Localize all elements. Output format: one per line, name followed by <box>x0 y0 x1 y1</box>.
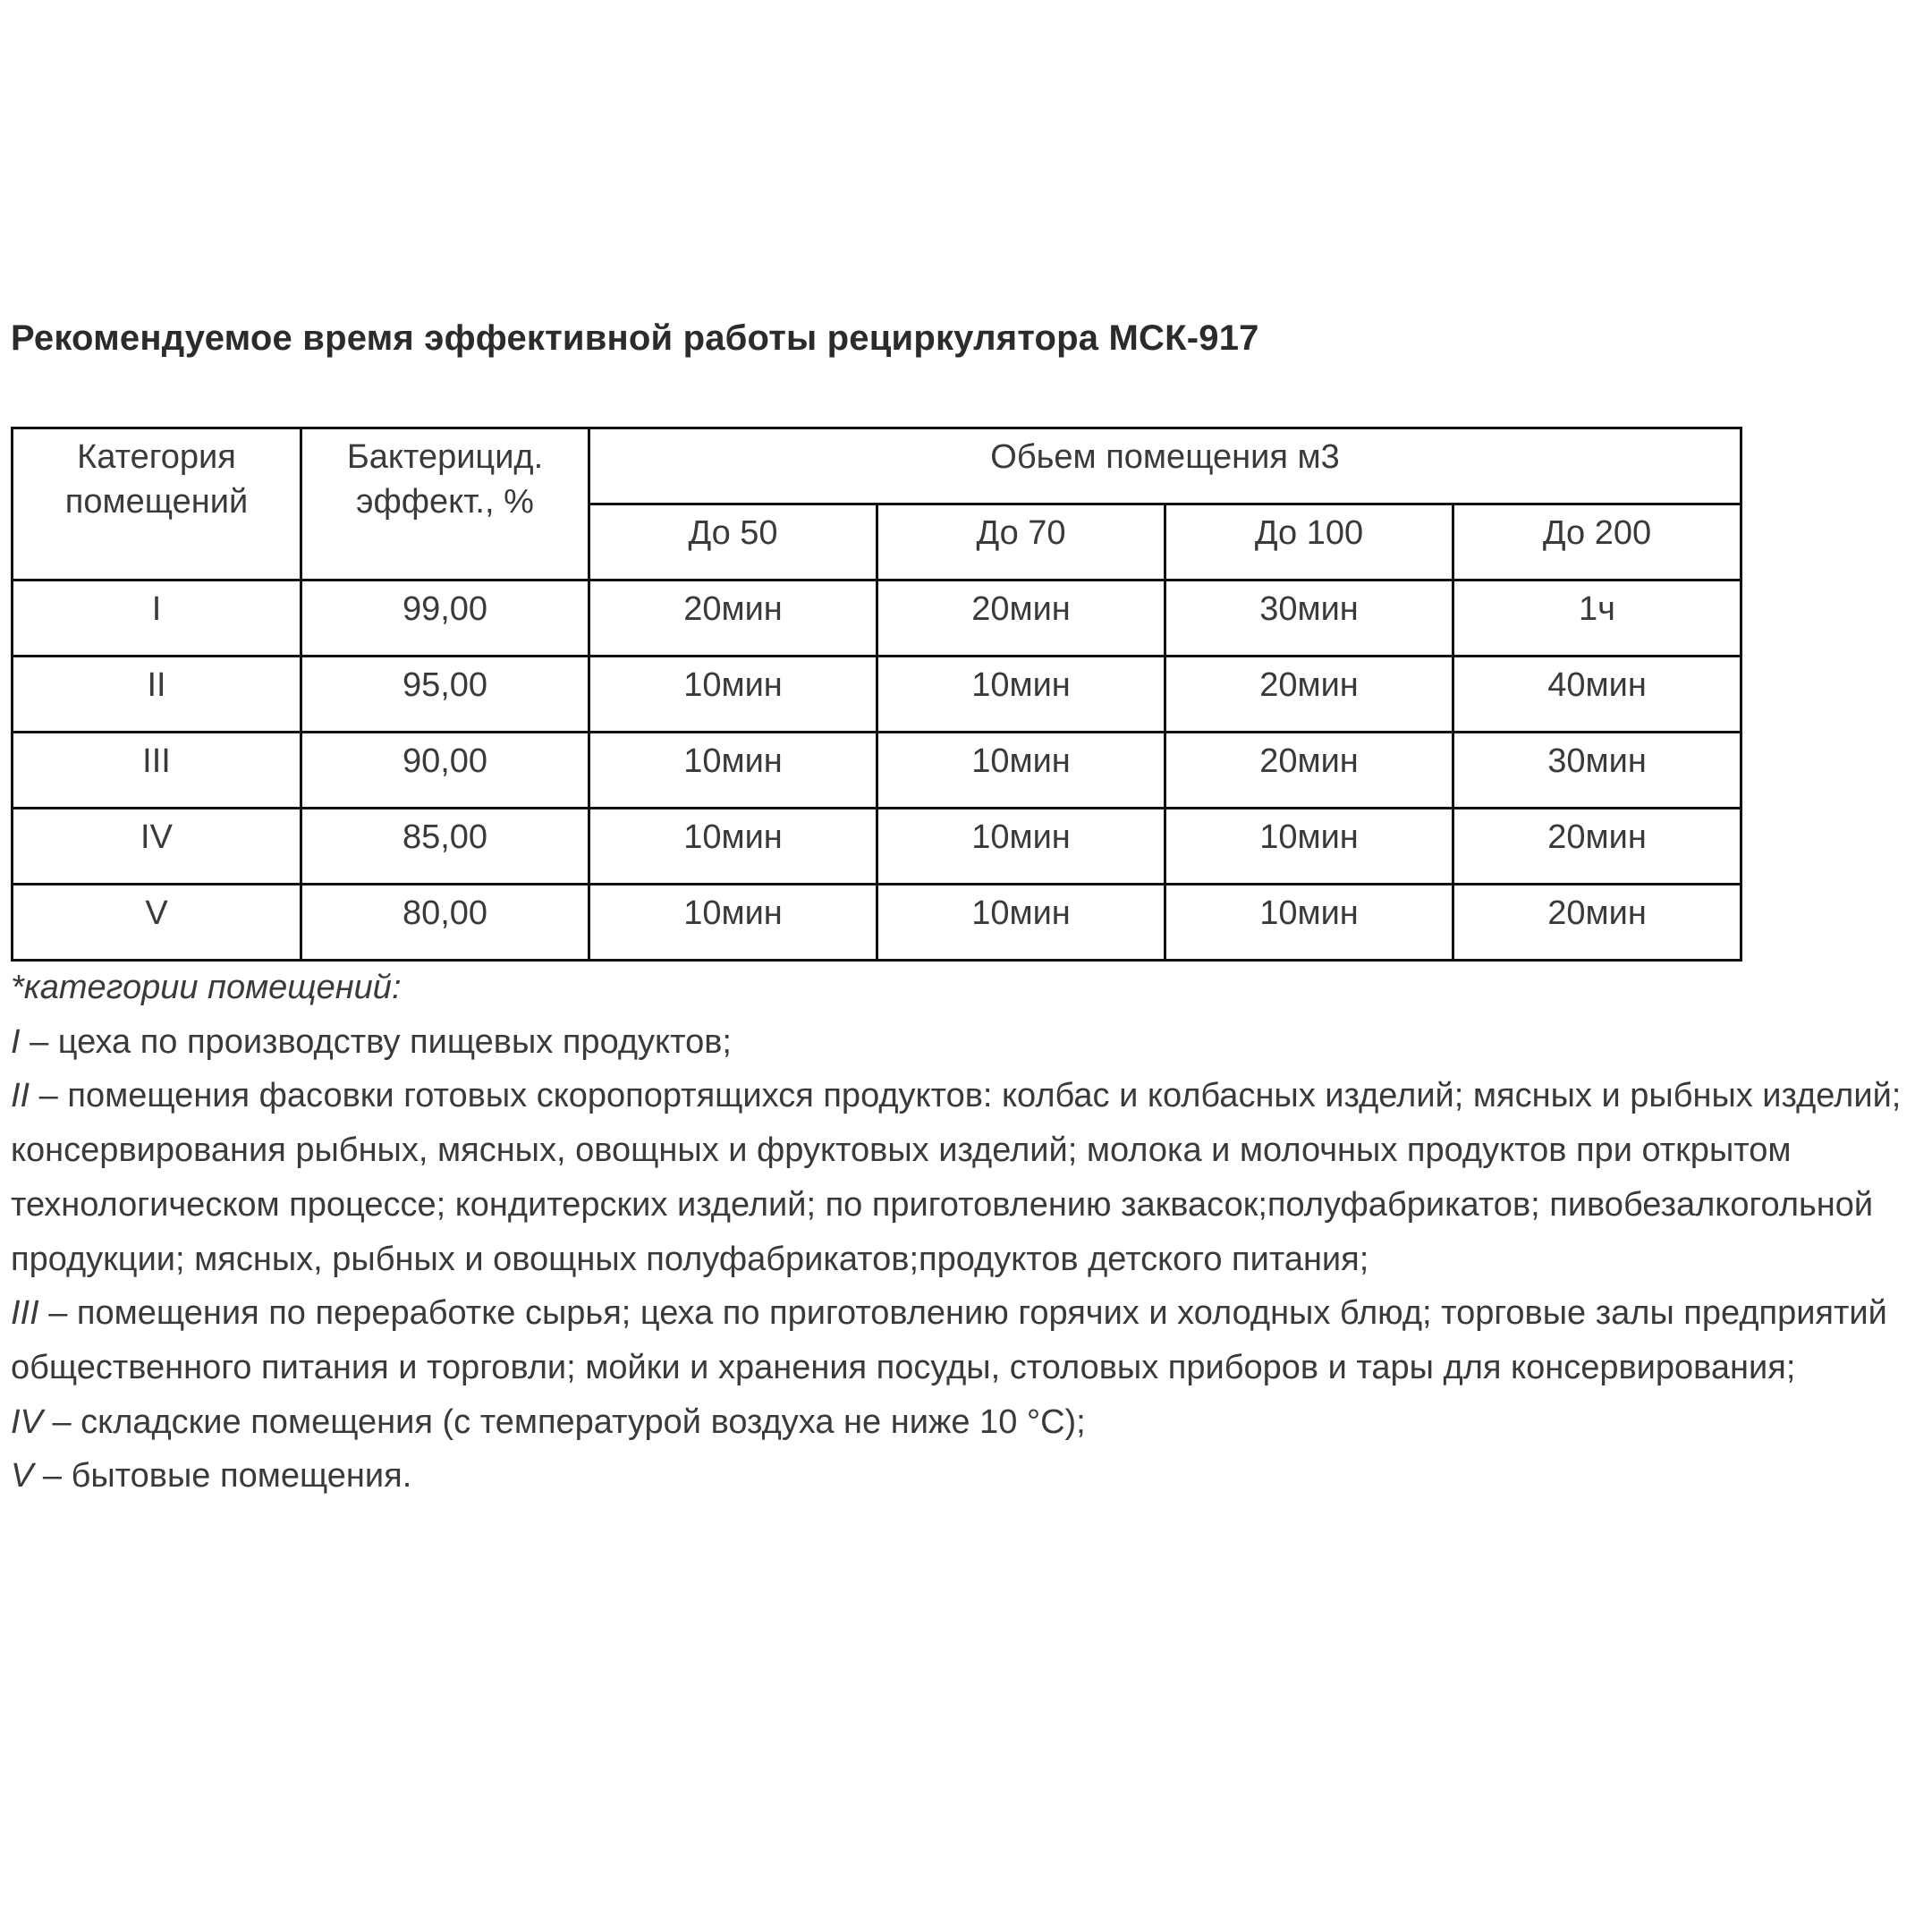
time-cell: 10мин <box>1165 809 1453 885</box>
table-row <box>13 657 1741 733</box>
header-effect: Бактерицид. эффект., % <box>301 428 589 580</box>
time-cell: 30мин <box>1453 733 1741 809</box>
category-cell: III <box>13 733 301 809</box>
header-volume-200: До 200 <box>1453 504 1741 580</box>
time-cell: 20мин <box>877 580 1165 657</box>
header-volume-70: До 70 <box>877 504 1165 580</box>
note-item <box>11 1395 1925 1450</box>
effect-cell: 80,00 <box>301 885 589 961</box>
note-item <box>11 1449 1925 1504</box>
time-cell: 20мин <box>1165 733 1453 809</box>
category-cell: I <box>13 580 301 657</box>
time-cell: 10мин <box>589 733 877 809</box>
note-item <box>11 1015 1925 1070</box>
table-row <box>13 809 1741 885</box>
note-roman: I <box>11 1022 21 1061</box>
table-row <box>13 580 1741 657</box>
category-notes <box>11 961 1925 1504</box>
time-cell: 1ч <box>1453 580 1741 657</box>
time-cell: 10мин <box>877 733 1165 809</box>
category-cell: IV <box>13 809 301 885</box>
time-cell: 10мин <box>589 809 877 885</box>
time-cell: 20мин <box>1453 885 1741 961</box>
table-header-row <box>13 428 1741 504</box>
note-item <box>11 1286 1925 1394</box>
effect-cell: 95,00 <box>301 657 589 733</box>
note-text: – помещения по переработке сырья; цеха по приготовлению горячих и холодных блюд; торговые залы предприятий общественного питания и торговли; мойки и хранения посуды, столовых приборов и тары для консервирования; <box>11 1294 1887 1386</box>
time-cell: 20мин <box>589 580 877 657</box>
time-cell: 30мин <box>1165 580 1453 657</box>
header-category: Категория помещений <box>13 428 301 580</box>
table-row <box>13 733 1741 809</box>
header-volume-50: До 50 <box>589 504 877 580</box>
time-cell: 10мин <box>877 809 1165 885</box>
time-cell: 10мин <box>877 885 1165 961</box>
note-roman: V <box>11 1457 34 1496</box>
note-item <box>11 1069 1925 1286</box>
time-cell: 10мин <box>589 885 877 961</box>
note-roman: III <box>11 1294 39 1333</box>
effect-cell: 99,00 <box>301 580 589 657</box>
note-text: – помещения фасовки готовых скоропортящихся продуктов: колбас и колбасных изделий; мясных и рыбных изделий; консервирования рыбных, мясных, овощных и фруктовых изделий; молока и молочных продуктов при открытом технологическом процессе; кондитерских изделий; по приготовлению заквасок;полуфабрикатов; пивобезалкогольной продукции; мясных, рыбных и овощных полуфабрикатов;продуктов детского питания; <box>11 1077 1902 1278</box>
note-roman: II <box>11 1077 30 1115</box>
document-title: Рекомендуемое время эффективной работы рециркулятора МСК-917 <box>11 318 1259 358</box>
time-cell: 10мин <box>589 657 877 733</box>
effect-cell: 90,00 <box>301 733 589 809</box>
category-cell: V <box>13 885 301 961</box>
recirculator-time-table <box>11 427 1742 962</box>
time-cell: 10мин <box>877 657 1165 733</box>
note-text: – складские помещения (с температурой воздуха не ниже 10 °С); <box>42 1402 1086 1441</box>
note-text: – бытовые помещения. <box>33 1457 412 1496</box>
header-volume-100: До 100 <box>1165 504 1453 580</box>
note-roman: IV <box>11 1402 43 1441</box>
header-volume: Обьем помещения м3 <box>589 428 1741 504</box>
notes-heading: *категории помещений: <box>11 969 402 1006</box>
effect-cell: 85,00 <box>301 809 589 885</box>
table-row <box>13 885 1741 961</box>
time-cell: 20мин <box>1165 657 1453 733</box>
time-cell: 20мин <box>1453 809 1741 885</box>
time-cell: 40мин <box>1453 657 1741 733</box>
category-cell: II <box>13 657 301 733</box>
time-cell: 10мин <box>1165 885 1453 961</box>
note-text: – цеха по производству пищевых продуктов; <box>20 1022 732 1061</box>
